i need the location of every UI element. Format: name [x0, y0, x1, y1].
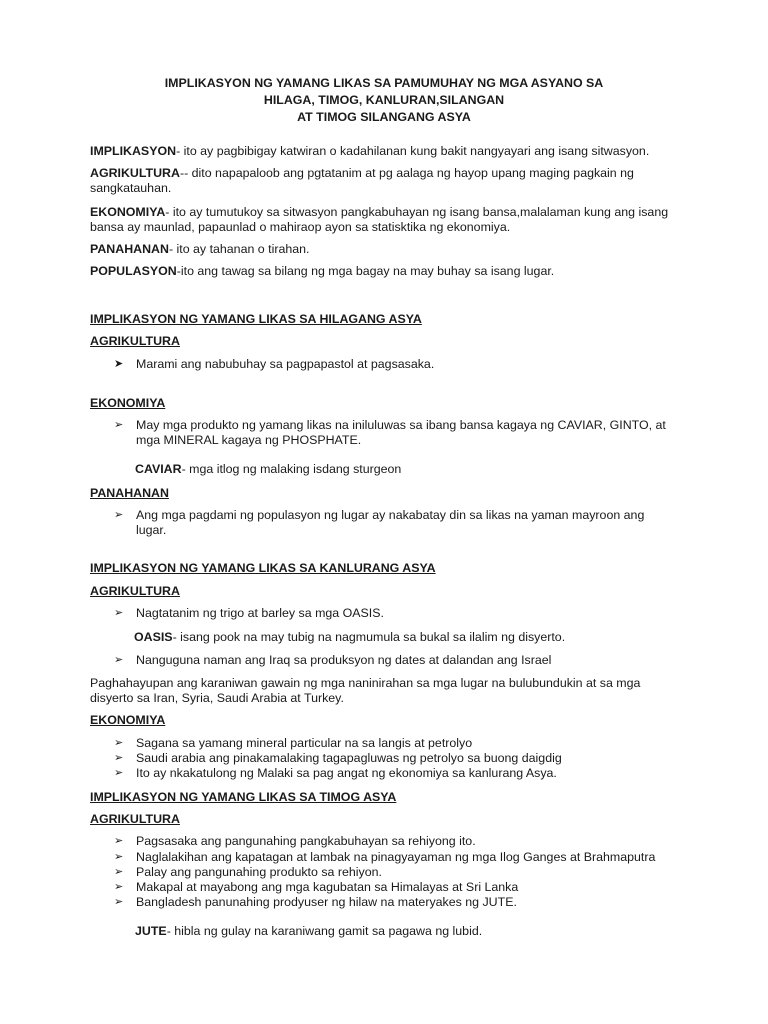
bullet-item — [114, 418, 672, 448]
bullet-item — [114, 880, 672, 895]
definition-ekonomiya — [90, 205, 672, 235]
bullet-text: Palay ang pangunahing produkto sa rehiyon. — [136, 865, 382, 879]
filled-arrow-icon: ➤ — [114, 358, 124, 370]
bullet-item — [114, 895, 672, 910]
definition-term: EKONOMIYA — [90, 205, 166, 219]
bullet-text: Naglalakihan ang kapatagan at lambak na pinagyayaman ng mga Ilog Ganges at Brahmaputra — [136, 850, 656, 864]
outline-arrow-icon: ➢ — [114, 835, 124, 847]
definition-term: CAVIAR — [135, 462, 182, 476]
definition-term: AGRIKULTURA — [90, 166, 180, 180]
title-line-1: IMPLIKASYON NG YAMANG LIKAS SA PAMUMUHAY NG MGA ASYANO SA — [164, 76, 604, 90]
bullet-text: Bangladesh panunahing prodyuser ng hilaw na materyakes ng JUTE. — [136, 895, 517, 909]
definition-text: -- dito napapaloob ang pgtatanim at pg aalaga ng hayop upang maging pagkain ng sangkatauhan. — [90, 166, 634, 195]
bullet-item — [114, 751, 672, 766]
paragraph: Paghahayupan ang karaniwan gawain ng mga naninirahan sa mga lugar na bulubundukin at sa mga disyerto sa Iran, Syria, Saudi Arabia at Turkey. — [90, 676, 641, 705]
bullet-item — [114, 850, 672, 865]
definition-text: - hibla ng gulay na karaniwang gamit sa pagawa ng lubid. — [166, 924, 483, 938]
bullet-item — [114, 653, 672, 668]
section-heading-timog: IMPLIKASYON NG YAMANG LIKAS SA TIMOG ASYA — [90, 790, 397, 804]
bullet-text: Nanguguna naman ang Iraq sa produksyon ng dates at dalandan ang Israel — [136, 653, 552, 667]
bullet-text: Ito ay nkakatulong ng Malaki sa pag angat ng ekonomiya sa kanlurang Asya. — [136, 766, 557, 780]
document-title — [0, 75, 768, 126]
outline-arrow-icon: ➢ — [114, 607, 124, 619]
bullet-text: Makapal at mayabong ang mga kagubatan sa Himalayas at Sri Lanka — [136, 880, 519, 894]
outline-arrow-icon: ➢ — [114, 654, 124, 666]
definition-text: - ito ay tahanan o tirahan. — [168, 242, 310, 256]
definition-implikasyon — [90, 144, 672, 159]
subheading-agrikultura: AGRIKULTURA — [90, 584, 180, 598]
bullet-text: Nagtatanim ng trigo at barley sa mga OASIS. — [136, 606, 384, 620]
title-line-2: HILAGA, TIMOG, KANLURAN,SILANGAN — [263, 93, 505, 107]
bullet-item — [114, 865, 672, 880]
definition-jute — [135, 924, 672, 939]
outline-arrow-icon: ➢ — [114, 737, 124, 749]
bullet-text: Pagsasaka ang pangunahing pangkabuhayan sa rehiyong ito. — [136, 834, 476, 848]
definition-term: PANAHANAN — [90, 242, 169, 256]
definition-text: - isang pook na may tubig na nagmumula sa bukal sa ilalim ng disyerto. — [172, 630, 566, 644]
subheading-ekonomiya: EKONOMIYA — [90, 396, 166, 410]
definition-oasis — [134, 630, 672, 645]
bullet-text: Ang mga pagdami ng populasyon ng lugar ay nakabatay din sa likas na yaman mayroon ang lugar. — [136, 508, 645, 537]
bullet-text: Marami ang nabubuhay sa pagpapastol at pagsasaka. — [136, 357, 435, 371]
bullet-item — [114, 736, 672, 751]
outline-arrow-icon: ➢ — [114, 509, 124, 521]
definition-term: JUTE — [135, 924, 167, 938]
section-heading-hilaga: IMPLIKASYON NG YAMANG LIKAS SA HILAGANG ASYA — [90, 312, 422, 326]
title-line-3: AT TIMOG SILANGANG ASYA — [297, 110, 471, 124]
bullet-text: Saudi arabia ang pinakamalaking tagapagluwas ng petrolyo sa buong daigdig — [136, 751, 562, 765]
bullet-text: Sagana sa yamang mineral particular na sa langis at petrolyo — [136, 736, 473, 750]
outline-arrow-icon: ➢ — [114, 752, 124, 764]
subheading-agrikultura: AGRIKULTURA — [90, 334, 180, 348]
outline-arrow-icon: ➢ — [114, 896, 124, 908]
outline-arrow-icon: ➢ — [114, 851, 124, 863]
bullet-text: May mga produkto ng yamang likas na iniluluwas sa ibang bansa kagaya ng CAVIAR, GINTO, at mga MINERAL kagaya ng PHOSPHATE. — [136, 418, 666, 447]
definition-text: - ito ay pagbibigay katwiran o kadahilanan kung bakit nangyayari ang isang sitwasyon. — [176, 144, 650, 158]
bullet-item — [114, 766, 672, 781]
definition-text: - mga itlog ng malaking isdang sturgeon — [181, 462, 402, 476]
subheading-ekonomiya: EKONOMIYA — [90, 713, 166, 727]
definition-term: POPULASYON — [90, 264, 177, 278]
bullet-item — [114, 357, 672, 372]
definition-panahanan — [90, 242, 672, 257]
subheading-agrikultura: AGRIKULTURA — [90, 812, 180, 826]
outline-arrow-icon: ➢ — [114, 767, 124, 779]
outline-arrow-icon: ➢ — [114, 419, 124, 431]
bullet-item — [114, 606, 672, 621]
section-heading-kanluran: IMPLIKASYON NG YAMANG LIKAS SA KANLURANG ASYA — [90, 561, 436, 575]
definition-agrikultura — [90, 166, 672, 196]
definition-term: IMPLIKASYON — [90, 144, 177, 158]
definition-populasyon — [90, 264, 672, 279]
definition-text: -ito ang tawag sa bilang ng mga bagay na may buhay sa isang lugar. — [176, 264, 555, 278]
definition-caviar — [135, 462, 672, 477]
bullet-item — [114, 834, 672, 849]
subheading-panahanan: PANAHANAN — [90, 486, 169, 500]
definition-term: OASIS — [134, 630, 173, 644]
outline-arrow-icon: ➢ — [114, 866, 124, 878]
outline-arrow-icon: ➢ — [114, 881, 124, 893]
bullet-item — [114, 508, 672, 538]
definition-text: - ito ay tumutukoy sa sitwasyon pangkabuhayan ng isang bansa,malalaman kung ang isang bansa ay maunlad, papaunlad o mahiraop ayon sa statisktika ng ekonomiya. — [90, 205, 669, 234]
